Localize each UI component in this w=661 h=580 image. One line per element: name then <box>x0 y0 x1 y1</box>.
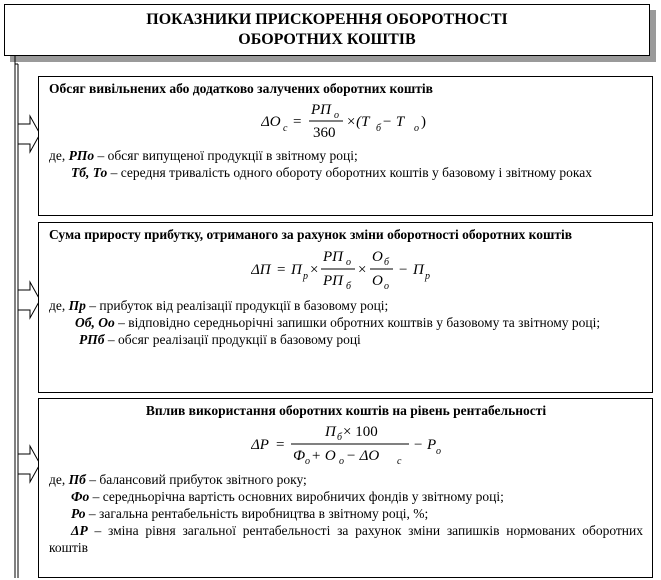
block3-line1: де, Пб – балансовий прибуток звітного року; <box>49 472 307 487</box>
f1-num-sub: о <box>334 110 339 121</box>
f3-num-sub: б <box>337 432 343 443</box>
f2-p1-sub: р <box>303 271 308 282</box>
f2-x2: × <box>358 262 367 278</box>
f3-r-sub: о <box>436 446 441 457</box>
f1-num: РП <box>311 102 331 118</box>
block2-line2: Об, Оо – відповідно середньорічні запишки обротних коштвів у базовому та звітному році; <box>75 315 601 330</box>
f3-den-a-sub: о <box>305 456 310 465</box>
block2-heading: Сума приросту прибутку, отриманого за рахунок зміни оборотності оборотних коштів <box>49 227 573 242</box>
f2-eq: = <box>277 262 286 278</box>
block2-formula <box>49 247 643 295</box>
f3-num-rest: × 100 <box>343 424 378 440</box>
f2-p2: П <box>413 262 424 278</box>
f1-eq: = <box>293 114 302 130</box>
f1-t1-sub: б <box>376 123 382 134</box>
f1-minus: − Т <box>382 114 405 130</box>
block-profit-increase <box>38 222 653 393</box>
f3-minus: − <box>414 437 423 453</box>
block3-line2: Фо – середньорічна вартість основних виробничих фондів у звітному році; <box>71 489 504 504</box>
block-profitability-impact <box>38 398 653 578</box>
block3-heading: Вплив використання оборотних коштів на рівень рентабельності <box>145 403 547 418</box>
f2-frac1-num-sub: о <box>346 257 351 268</box>
f1-times: ×(Т <box>346 114 370 130</box>
block1-heading: Обсяг вивільнених або додатково залучених оборотних коштів <box>49 81 433 96</box>
block-released-capital <box>38 76 653 216</box>
title-line-1: ПОКАЗНИКИ ПРИСКОРЕННЯ ОБОРОТНОСТІ <box>146 11 508 28</box>
f2-x1: × <box>310 262 319 278</box>
block2-line1: де, Пр – прибуток від реалізації продукції в базовому році; <box>49 298 389 313</box>
arrow-block-2 <box>18 282 40 318</box>
f3-den-a: Ф <box>293 448 306 464</box>
title-line-2: ОБОРОТНИХ КОШТІВ <box>238 31 416 48</box>
f3-eq: = <box>276 437 285 453</box>
f2-frac1-den: РП <box>323 273 343 289</box>
f2-minus: − <box>399 262 408 278</box>
block1-formula <box>49 101 643 145</box>
block1-line2: Тб, То – середня тривалість одного обороту оборотних коштів у базовому і звітному роках <box>71 165 592 180</box>
f2-frac2-den: О <box>372 273 383 289</box>
block3-line4: ΔР – зміна рівня загальної рентабельності за рахунок зміни запишків нормованих оборотних коштів <box>49 523 643 555</box>
f2-frac1-den-sub: б <box>346 281 352 291</box>
f3-num: П <box>325 424 336 440</box>
arrow-block-1 <box>18 116 40 152</box>
f3-den-plus: + О <box>311 448 336 464</box>
f3-den-minus: − ΔО <box>346 448 380 464</box>
arrow-block-3 <box>18 446 40 482</box>
f1-lhs-sub: c <box>283 123 288 134</box>
f1-close: ) <box>421 114 426 130</box>
f2-frac2-num: О <box>372 249 383 265</box>
block2-line3: РПб – обсяг реалізації продукції в базовому році <box>79 332 361 347</box>
block3-line3: Ро – загальна рентабельність виробництва в звітному році, %; <box>71 506 429 521</box>
f3-den-b-sub: о <box>339 456 344 465</box>
f1-t2-sub: о <box>414 123 419 134</box>
f3-den-c-sub: с <box>397 456 402 465</box>
f3-lhs: ΔР <box>251 437 269 453</box>
f1-den: 360 <box>313 125 336 141</box>
f2-lhs: ΔП <box>251 262 271 278</box>
f2-p1: П <box>291 262 302 278</box>
f3-r: Р <box>427 437 437 453</box>
f1-lhs: ΔO <box>261 114 281 130</box>
f2-frac2-num-sub: б <box>384 257 390 268</box>
f2-p2-sub: р <box>425 271 430 282</box>
f2-frac1-num: РП <box>323 249 343 265</box>
block1-line1: де, РПо – обсяг випущеної продукції в звітному році; <box>49 148 358 163</box>
f2-frac2-den-sub: о <box>384 281 389 291</box>
block3-formula <box>49 423 643 469</box>
